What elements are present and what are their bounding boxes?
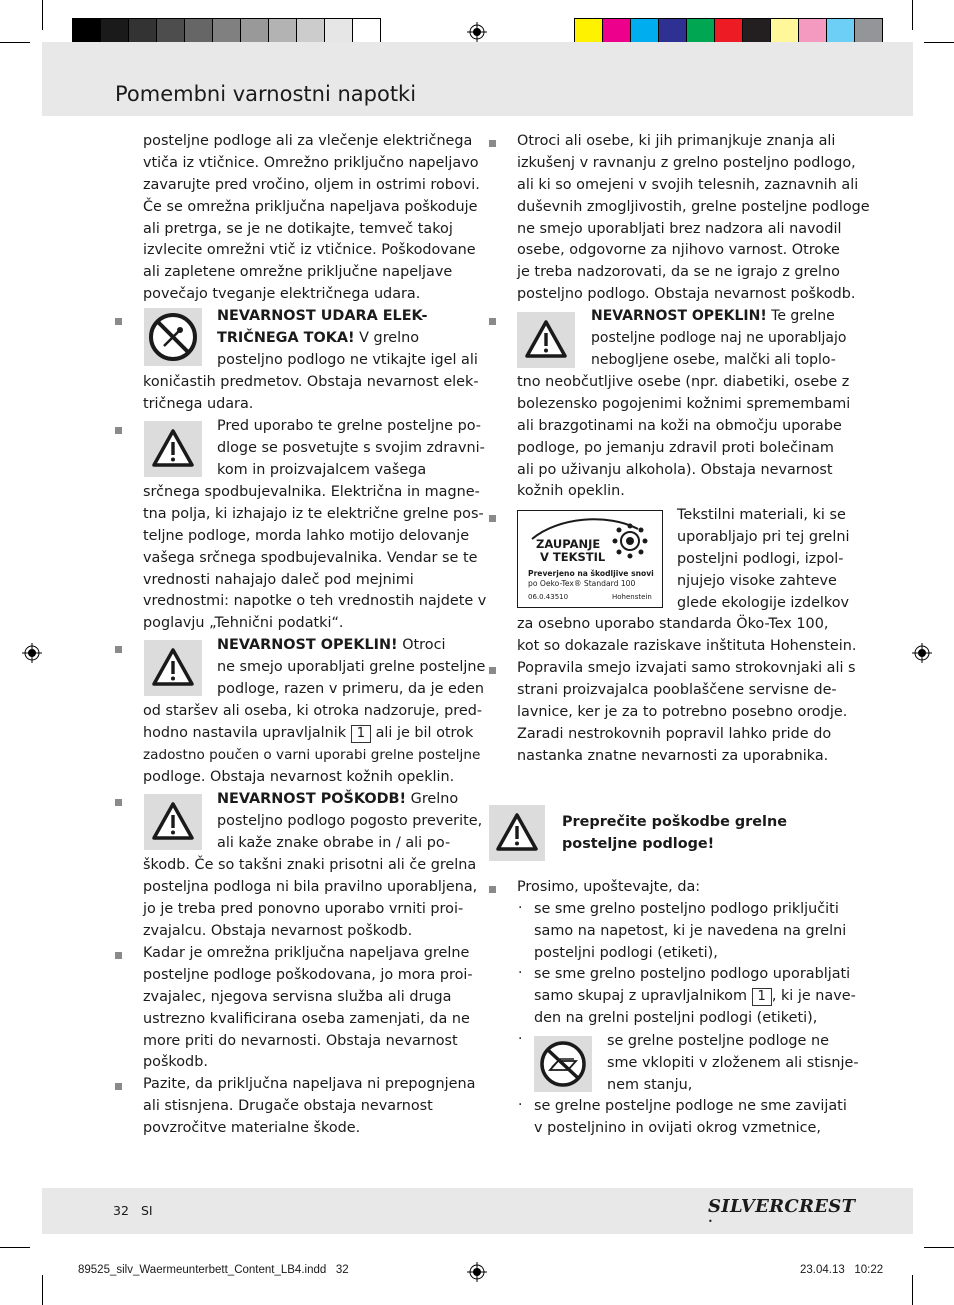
no-folding-icon-box (534, 1036, 592, 1092)
brand-name: SILVERCREST (708, 1196, 856, 1217)
registered-mark: • (708, 1217, 713, 1226)
oeko-tex-title-2: V TEKSTIL (540, 550, 606, 564)
repair-note: Popravila smejo izvajati samo strokovnjaki ali s strani proizvajalca pooblaščene servisne de- lavnice, ker je za to potrebno posebno orodje. Zaradi nestrokovnih popravil lahko pride do nastanka znatne nevarnosti za uporabnika. (517, 660, 856, 764)
burns-warning-2: NEVARNOST OPEKLIN! Te grelne posteljne podloge naj ne uporabljajo nebogljene osebe, malčki ali toplo- (591, 308, 847, 368)
file-info: 89525_silv_Waermeunterbett_Content_LB4.indd 32 (78, 1264, 349, 1276)
oeko-tex-line-1: Preverjeno na škodljive snovi (528, 569, 654, 578)
intro-paragraph: posteljne podloge ali za vlečenje električnega vtiča iz vtičnice. Omrežno priključno napeljavo zavarujte pred vročino, oljem in ostrimi robovi. Če se omrežna priključna napeljava poškoduje ali pretrga, se je ne dotikajte, temveč takoj izvlecite omrežni vtič iz vtičnice. Poškodovane ali zapletene omrežne priključne napeljave povečajo tveganje električnega udara. (143, 133, 480, 303)
crop-mark (912, 0, 913, 30)
registration-mark-icon (467, 22, 487, 42)
controller-reference-badge: 1 (752, 988, 772, 1006)
controller-note: se sme grelno posteljno podlogo uporabljati samo skupaj z upravljalnikom 1 , ki je nave- den na grelni posteljni podlogi (etiketi), (534, 966, 856, 1026)
pacemaker-note-cont: srčnega spodbujevalnika. Električna in magne- tna polja, ki izhajajo iz te električne grelne pos- teljne podloge, morda lahko motijo delovanje vašega srčnega spodbujevalnika. Vendar se te vrednosti nahajajo daleč pod mejnimi vrednostmi: napotke o teh vrednostih najdete v poglavju „Tehnični podatki“. (143, 484, 487, 632)
oeko-tex-note-cont: za osebno uporabo standarda Öko-Tex 100, kot so dokazale raziskave inštituta Hohenstein. (517, 616, 857, 654)
registration-mark-icon (22, 643, 42, 663)
please-note-label: Prosimo, upoštevajte, da: (517, 879, 701, 895)
list-bullet (489, 318, 496, 325)
registration-mark-icon (912, 643, 932, 663)
oeko-tex-line-2: po Oeko-Tex® Standard 100 (528, 579, 636, 588)
warning-icon-box (144, 421, 202, 477)
list-bullet (115, 318, 122, 325)
registration-mark-icon (467, 1262, 487, 1282)
no-needles-icon-box (144, 308, 202, 366)
folded-note: se grelne posteljne podloge ne sme vklopiti v zloženem ali stisnje- nem stanju, (607, 1033, 859, 1093)
wrap-note: se grelne posteljne podloge ne sme zavijati v posteljnino in ovijati okrog vzmetnice, (534, 1098, 847, 1136)
warning-triangle-icon (144, 794, 202, 850)
kink-note: Pazite, da priključna napeljava ni prepognjena ali stisnjena. Drugače obstaja nevarnost povzročitve materialne škode. (143, 1076, 476, 1136)
oeko-tex-institute: Hohenstein (612, 593, 652, 601)
oeko-tex-note: Tekstilni materiali, ki se uporabljajo pri tej grelni posteljni podlogi, izpol- njujejo visoke zahteve glede ekologije izdelkov (677, 507, 850, 611)
crop-mark (0, 42, 30, 43)
list-bullet (489, 667, 496, 674)
list-bullet (489, 515, 496, 522)
oeko-tex-label (517, 510, 663, 608)
injury-warning-cont: škodb. Če so takšni znaki prisotni ali če grelna posteljna podloga ni bila pravilno uporabljena, jo je treba pred ponovno uporabo vrniti proi- zvajalcu. Obstaja nevarnost poškodb. (143, 857, 478, 939)
sub-list-marker: · (518, 900, 523, 916)
crop-mark (924, 1247, 954, 1248)
sub-list-marker: · (518, 1097, 523, 1113)
warning-triangle-icon (144, 421, 202, 477)
page-number: 32 (113, 1203, 129, 1218)
list-bullet (115, 646, 122, 653)
shock-warning: NEVARNOST UDARA ELEK- TRIČNEGA TOKA! V grelno posteljno podlogo ne vtikajte igel ali (217, 308, 478, 368)
children-note: Otroci ali osebe, ki jih primanjkuje znanja ali izkušenj v ravnanju z grelno posteljno podlogo, ali ki so omejeni v svojih telesnih, zaznavnih ali duševnih zmogljivostih, grelne posteljne podloge ne smejo uporabljati brez nadzora ali navodil osebe, odgovorne za njihovo varnost. Otroke je treba nadzorovati, da se ne igrajo z grelno posteljno podlogo. Obstaja nevarnost poškodb. (517, 133, 870, 303)
crop-mark (912, 1275, 913, 1305)
warning-icon-box (517, 312, 575, 368)
pacemaker-note: Pred uporabo te grelne posteljne po- dloge se posvetujte s svojim zdravni- kom in proizvajalcem vašega (217, 418, 485, 478)
print-date-time: 23.04.13 10:22 (800, 1264, 884, 1276)
no-folding-icon (534, 1036, 592, 1092)
warning-icon-box (489, 805, 545, 861)
oeko-tex-title-1: ZAUPANJE (536, 537, 601, 551)
language-code: SI (141, 1203, 153, 1218)
crop-mark (42, 1275, 43, 1305)
controller-reference-badge: 1 (351, 725, 371, 743)
list-bullet (489, 140, 496, 147)
warning-triangle-icon (489, 805, 545, 861)
burns-warning: NEVARNOST OPEKLIN! Otroci ne smejo uporabljati grelne posteljne podloge, razen v primeru, da je eden (217, 637, 486, 697)
list-bullet (115, 427, 122, 434)
oeko-tex-code: 06.0.43510 (528, 593, 569, 601)
page-title: Pomembni varnostni napotki (115, 82, 417, 106)
crop-mark (0, 1247, 30, 1248)
crop-mark (42, 0, 43, 30)
list-bullet (115, 799, 122, 806)
warning-triangle-icon (144, 640, 202, 696)
sub-list-marker: · (518, 1031, 523, 1047)
crop-mark (924, 42, 954, 43)
voltage-note: se sme grelno posteljno podlogo priključiti samo na napetost, ki je navedena na grelni posteljni podlogi (etiketi), (534, 901, 847, 961)
warning-icon-box (144, 794, 202, 850)
list-bullet (115, 1083, 122, 1090)
section-heading: Preprečite poškodbe grelne posteljne podloge! (562, 814, 787, 852)
damaged-cable-note: Kadar je omrežna priključna napeljava grelne posteljne podloge poškodovana, jo mora proi- zvajalec, njegova servisna služba ali druga ustrezno kvalificirana oseba zamenjati, da ne more priti do nevarnosti. Obstaja nevarnost poškodb. (143, 945, 473, 1071)
no-needles-icon (144, 308, 202, 366)
list-bullet (489, 886, 496, 893)
list-bullet (115, 952, 122, 959)
silvercrest-logo (708, 1196, 856, 1226)
burns-warning-cont: od staršev ali oseba, ki otroka nadzoruje, pred- hodno nastavila upravljalnik 1 ali je bil otrok zadostno poučen o varni uporabi grelne posteljne podloge. Obstaja nevarnost kožnih opeklin. (143, 703, 483, 785)
burns-warning-2-cont: tno neobčutljive osebe (npr. diabetiki, osebe z bolezensko pogojenimi kožnimi spremembami ali brazgotinami na koži na območju uporabe podloge, po jemanju zdravil proti bolečinam ali po uživanju alkohola). Obstaja nevarnost kožnih opeklin. (517, 374, 851, 500)
sub-list-marker: · (518, 965, 523, 981)
warning-icon-box (144, 640, 202, 696)
injury-warning: NEVARNOST POŠKODB! Grelno posteljno podlogo pogosto preverite, ali kaže znake obrabe in / ali po- (217, 791, 483, 851)
shock-warning-cont: koničastih predmetov. Obstaja nevarnost elek- tričnega udara. (143, 374, 479, 412)
warning-triangle-icon (517, 312, 575, 368)
